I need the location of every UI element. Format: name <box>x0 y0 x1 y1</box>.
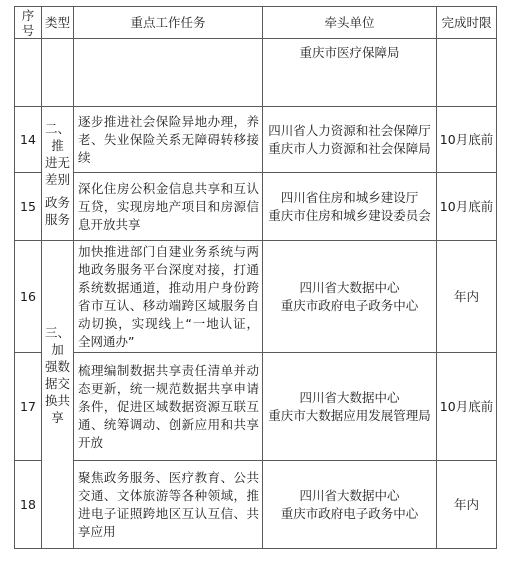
header-category: 类型 <box>44 14 70 30</box>
header-deadline: 完成时限 <box>441 14 492 30</box>
deadline-17: 10月底前 <box>439 398 494 414</box>
table-border-right <box>496 6 497 549</box>
lead-units-16: 四川省大数据中心 重庆市政府电子政务中心 <box>280 279 419 313</box>
header-lead-unit: 牵头单位 <box>324 14 375 30</box>
task-text-17: 梳理编制数据共享责任清单并动态更新，统一规范数据共享申请条件，促进区域数据资源互联互通、统筹调动、创新应用和共享开放 <box>78 362 259 450</box>
lead-units-15: 四川省住房和城乡建设厅 重庆市住房和城乡建设委员会 <box>268 189 431 223</box>
header-seq-line2: 号 <box>21 22 35 38</box>
lead-unit-text: 重庆市医疗保障局 <box>299 45 400 60</box>
table-row-continued-unit <box>263 39 436 106</box>
header-seq-line1: 序 <box>21 7 35 23</box>
task-text-18: 聚焦政务服务、医疗教育、公共交通、文体旅游等各种领域，推进电子证照跨地区互认互信、共享应用 <box>78 469 259 539</box>
deadline-14: 10月底前 <box>439 131 494 147</box>
category-3-label: 三、加 强数 据交 换共 享 <box>44 324 70 425</box>
row-number-17: 17 <box>20 398 36 414</box>
deadline-15: 10月底前 <box>439 198 494 214</box>
row-number-14: 14 <box>20 131 36 147</box>
lead-units-14: 四川省人力资源和社会保障厅 重庆市人力资源和社会保障局 <box>268 122 431 156</box>
lead-units-18: 四川省大数据中心 重庆市政府电子政务中心 <box>280 487 419 521</box>
table-border-bottom <box>14 548 497 549</box>
header-task: 重点工作任务 <box>130 14 206 30</box>
task-text-16: 加快推进部门自建业务系统与两地政务服务平台深度对接，打通系统数据通道，推动用户身份跨省市互认、移动端跨区域服务自动切换，实现线上“一地认证，全网通办” <box>78 243 259 349</box>
category-2-label: 二、推 进无 差别 政务 服务 <box>44 120 70 227</box>
row-number-16: 16 <box>20 288 36 304</box>
row-number-15: 15 <box>20 198 36 214</box>
deadline-18: 年内 <box>453 496 479 512</box>
task-table <box>14 6 497 549</box>
lead-units-17: 四川省大数据中心 重庆市大数据应用发展管理局 <box>268 389 431 423</box>
deadline-16: 年内 <box>453 288 479 304</box>
row-number-18: 18 <box>20 496 36 512</box>
header-seq <box>15 7 41 38</box>
task-text-14: 逐步推进社会保险异地办理，养老、失业保险关系无障碍转移接续 <box>78 113 259 165</box>
task-text-15: 深化住房公积金信息共享和互认互贷，实现房地产项目和房源信息开放共享 <box>78 180 259 232</box>
